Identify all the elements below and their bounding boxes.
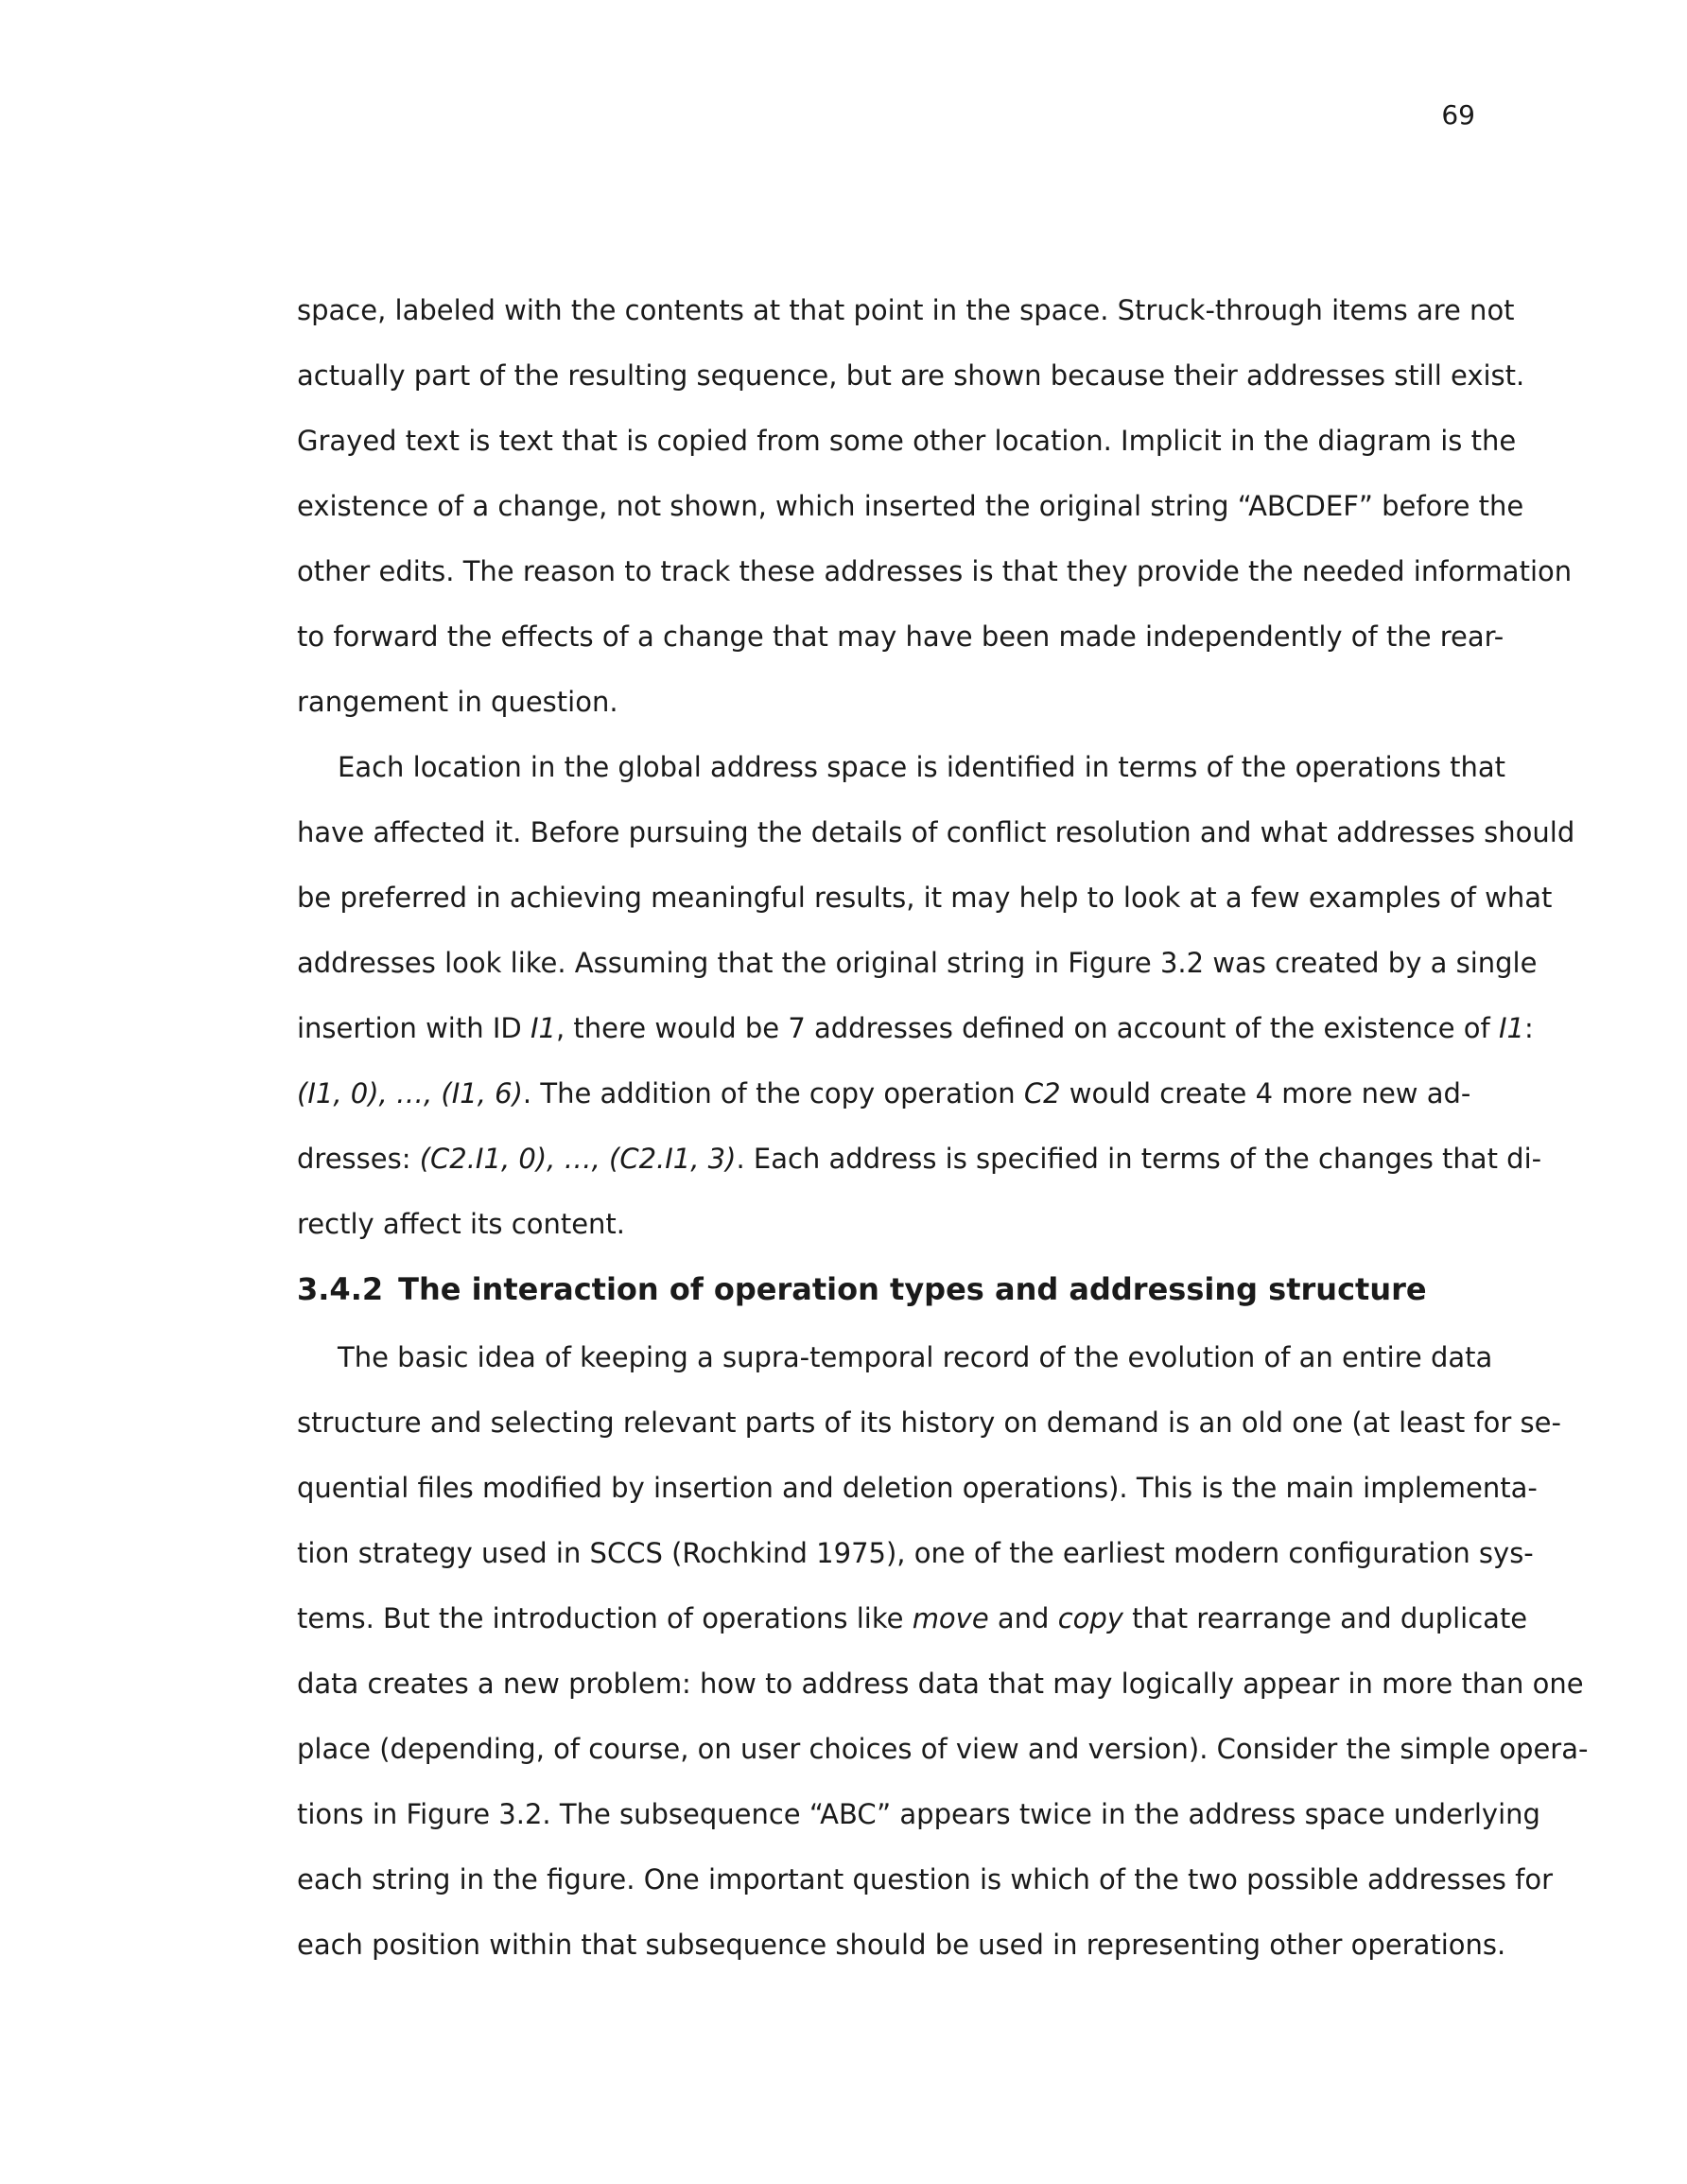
text-line: existence of a change, not shown, which inserted the original string “ABCDEF” before the: [297, 490, 1524, 522]
text-line: [297, 1073, 1470, 1138]
text-line: Grayed text is text that is copied from some other location. Implicit in the diagram is the: [297, 425, 1517, 457]
text-line: [297, 1007, 1534, 1073]
text-run: :: [1523, 1012, 1534, 1044]
section-number: 3.4.2: [297, 1271, 384, 1307]
text-line: tions in Figure 3.2. The subsequence “ABC” appears twice in the address space underlying: [297, 1798, 1540, 1830]
text-line: Each location in the global address space is identified in terms of the operations that: [338, 751, 1506, 783]
text-line: rectly affect its content.: [297, 1208, 626, 1240]
text-line: actually part of the resulting sequence, but are shown because their addresses still exist.: [297, 359, 1525, 392]
text-run: that rearrange and duplicate: [1122, 1602, 1528, 1634]
paragraph: [297, 1337, 1589, 1989]
paragraph: [297, 746, 1575, 1268]
italic-address-range: (C2.I1, 0), …, (C2.I1, 3): [419, 1143, 737, 1175]
text-line: data creates a new problem: how to address data that may logically appear in more than one: [297, 1668, 1584, 1700]
text-run: , there would be 7 addresses defined on account of the existence of: [555, 1012, 1499, 1044]
text-run: . Each address is specified in terms of the changes that di-: [736, 1143, 1542, 1175]
text-line: space, labeled with the contents at that point in the space. Struck-through items are not: [297, 294, 1515, 326]
italic-term: copy: [1057, 1602, 1123, 1634]
text-line: have affected it. Before pursuing the details of conflict resolution and what addresses should: [297, 816, 1575, 848]
text-run: dresses:: [297, 1143, 420, 1175]
page-number: 69: [1441, 99, 1475, 131]
italic-id: I1: [1498, 1012, 1524, 1044]
text-line: be preferred in achieving meaningful results, it may help to look at a few examples of what: [297, 882, 1553, 914]
italic-id: I1: [530, 1012, 556, 1044]
text-line: tion strategy used in SCCS (Rochkind 1975), one of the earliest modern configuration sys-: [297, 1537, 1534, 1569]
text-line: structure and selecting relevant parts of its history on demand is an old one (at least for se-: [297, 1406, 1561, 1439]
text-line: quential files modified by insertion and deletion operations). This is the main implementa-: [297, 1472, 1538, 1504]
paragraph: [297, 289, 1573, 746]
text-line: The basic idea of keeping a supra-temporal record of the evolution of an entire data: [338, 1341, 1493, 1373]
italic-id: C2: [1023, 1077, 1061, 1109]
body-text: [297, 289, 1589, 1989]
text-line: to forward the effects of a change that may have been made independently of the rear-: [297, 620, 1504, 653]
text-run: would create 4 more new ad-: [1060, 1077, 1471, 1109]
text-run: tems. But the introduction of operations like: [297, 1602, 913, 1634]
text-line: [297, 1598, 1528, 1663]
text-run: . The addition of the copy operation: [522, 1077, 1024, 1109]
text-line: other edits. The reason to track these addresses is that they provide the needed information: [297, 555, 1573, 587]
section-title: The interaction of operation types and addressing structure: [398, 1271, 1427, 1307]
italic-term: move: [912, 1602, 989, 1634]
text-line: addresses look like. Assuming that the original string in Figure 3.2 was created by a single: [297, 947, 1538, 979]
text-run: insertion with ID: [297, 1012, 530, 1044]
section-heading: [297, 1268, 1470, 1337]
italic-address-range: (I1, 0), …, (I1, 6): [297, 1077, 523, 1109]
text-line: each string in the figure. One important question is which of the two possible addresses for: [297, 1863, 1554, 1896]
text-line: [297, 1138, 1542, 1203]
text-line: rangement in question.: [297, 686, 618, 718]
text-line: each position within that subsequence should be used in representing other operations.: [297, 1929, 1506, 1961]
text-run: and: [988, 1602, 1058, 1634]
text-line: place (depending, of course, on user choices of view and version). Consider the simple opera-: [297, 1733, 1589, 1765]
